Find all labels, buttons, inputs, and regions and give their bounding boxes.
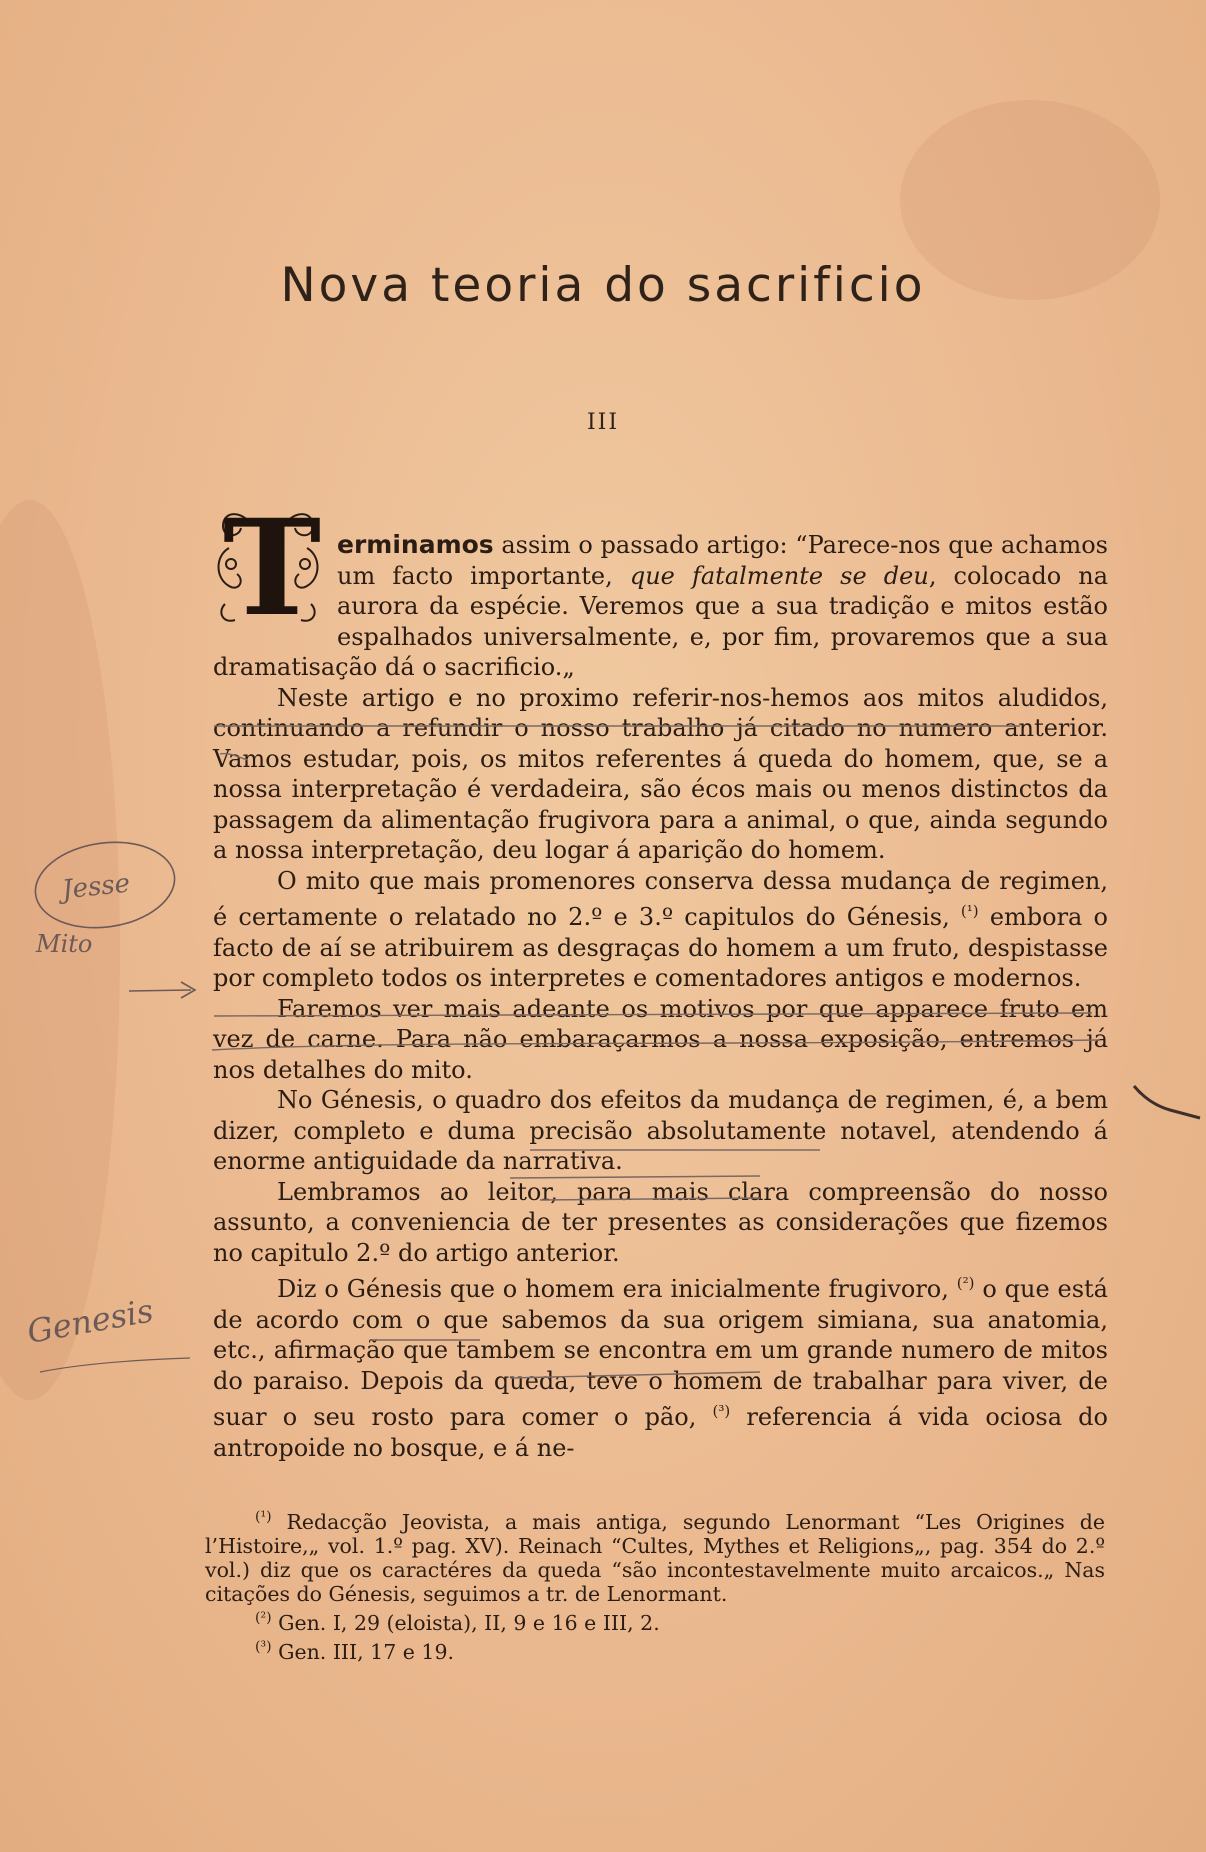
footnote-text: Gen. I, 29 (eloista), II, 9 e 16 e III, 2. (278, 1610, 660, 1635)
footnote-text: Gen. III, 17 e 19. (278, 1639, 454, 1664)
handwritten-note-2: Mito (36, 930, 93, 958)
paragraph-3-text-a: O mito que mais promenores conserva dessa mudança de regimen, é certamente o relatado no 2.º e 3.º capitulos do Génesis, (213, 866, 1108, 931)
paragraph-2: Neste artigo e no proximo referir-nos-hemos aos mitos aludidos, continuando a refundir o nosso trabalho já citado no numero anterior. Vamos estudar, pois, os mitos referentes á queda do homem, que, se a nossa interpretação é verdadeira, são écos mais ou menos distinctos da passagem da alimentação frugivora para a animal, o que, ainda segundo a nossa interpretação, deu logar á aparição do homem. (213, 683, 1108, 864)
article-title: Nova teoria do sacrificio (280, 258, 926, 313)
footnote-ref-1[interactable]: (¹) (960, 902, 979, 920)
handwritten-note-3: Genesis (24, 1291, 157, 1351)
paragraph-7-text-a: Diz o Génesis que o homem era inicialmente frugivoro, (277, 1275, 957, 1303)
paragraph-7-text-c: referencia á vida ociosa do antropoide no bosque, e á ne- (213, 1403, 1108, 1462)
paragraph-7-text-b: o que está de acordo com o que sabemos da sua origem simiana, sua anatomia, etc., afirmação que tambem se encontra em um grande numero de mitos do paraiso. Depois da queda, teve o homem de trabalhar para viver, de suar o seu rosto para comer o pão, (213, 1275, 1108, 1431)
dropcap-letter: T (222, 491, 322, 646)
handwritten-note-1: Jesse (60, 868, 132, 906)
paragraph-1-italic: que fatalmente se deu (629, 561, 929, 590)
section-number: III (586, 410, 620, 435)
footnote-ref-3[interactable]: (³) (712, 1402, 731, 1420)
footnote-ref-2[interactable]: (²) (956, 1274, 975, 1292)
footnote-mark: (²) (255, 1609, 272, 1626)
footnote-mark: (³) (255, 1638, 272, 1655)
paragraph-1-text-a: assim o passado artigo: “Parece-nos que achamos um facto importante, (337, 531, 1108, 590)
lead-word: erminamos (337, 530, 494, 559)
paragraph-3-text-b: embora o facto de aí se atribuirem as desgraças do homem a um fruto, despistasse por completo todos os interpretes e comentadores antigos e modernos. (213, 903, 1108, 992)
paragraph-4: Faremos ver mais adeante os motivos por que apparece fruto em vez de carne. Para não embaraçarmos a nossa exposição, entremos já nos detalhes do mito. (213, 994, 1108, 1084)
paragraph-1-text-b: , colocado na aurora da espécie. Veremos que a sua tradição e mitos estão espalhados universalmente, e, por fim, provaremos que a sua dramatisação dá o sacrificio.„ (213, 561, 1109, 681)
footnote-text: Redacção Jeovista, a mais antiga, segundo Lenormant “Les Origines de l’Histoire,„ vol. 1.º pag. XV). Reinach “Cultes, Mythes et Religions„, pag. 354 do 2.º vol.) diz que os caractéres da queda “são incontestavelmente muito arcaicos.„ Nas citações do Génesis, seguimos a tr. de Lenormant. (205, 1509, 1105, 1606)
paragraph-6: Lembramos ao leitor, para mais clara compreensão do nosso assunto, a conveniencia de ter presentes as considerações que fizemos no capitulo 2.º do artigo anterior. (213, 1177, 1108, 1267)
paragraph-5: No Génesis, o quadro dos efeitos da mudança de regimen, é, a bem dizer, completo e duma precisão absolutamente notavel, atendendo á enorme antiguidade da narrativa. (213, 1086, 1108, 1175)
footnote-mark: (¹) (255, 1509, 272, 1525)
